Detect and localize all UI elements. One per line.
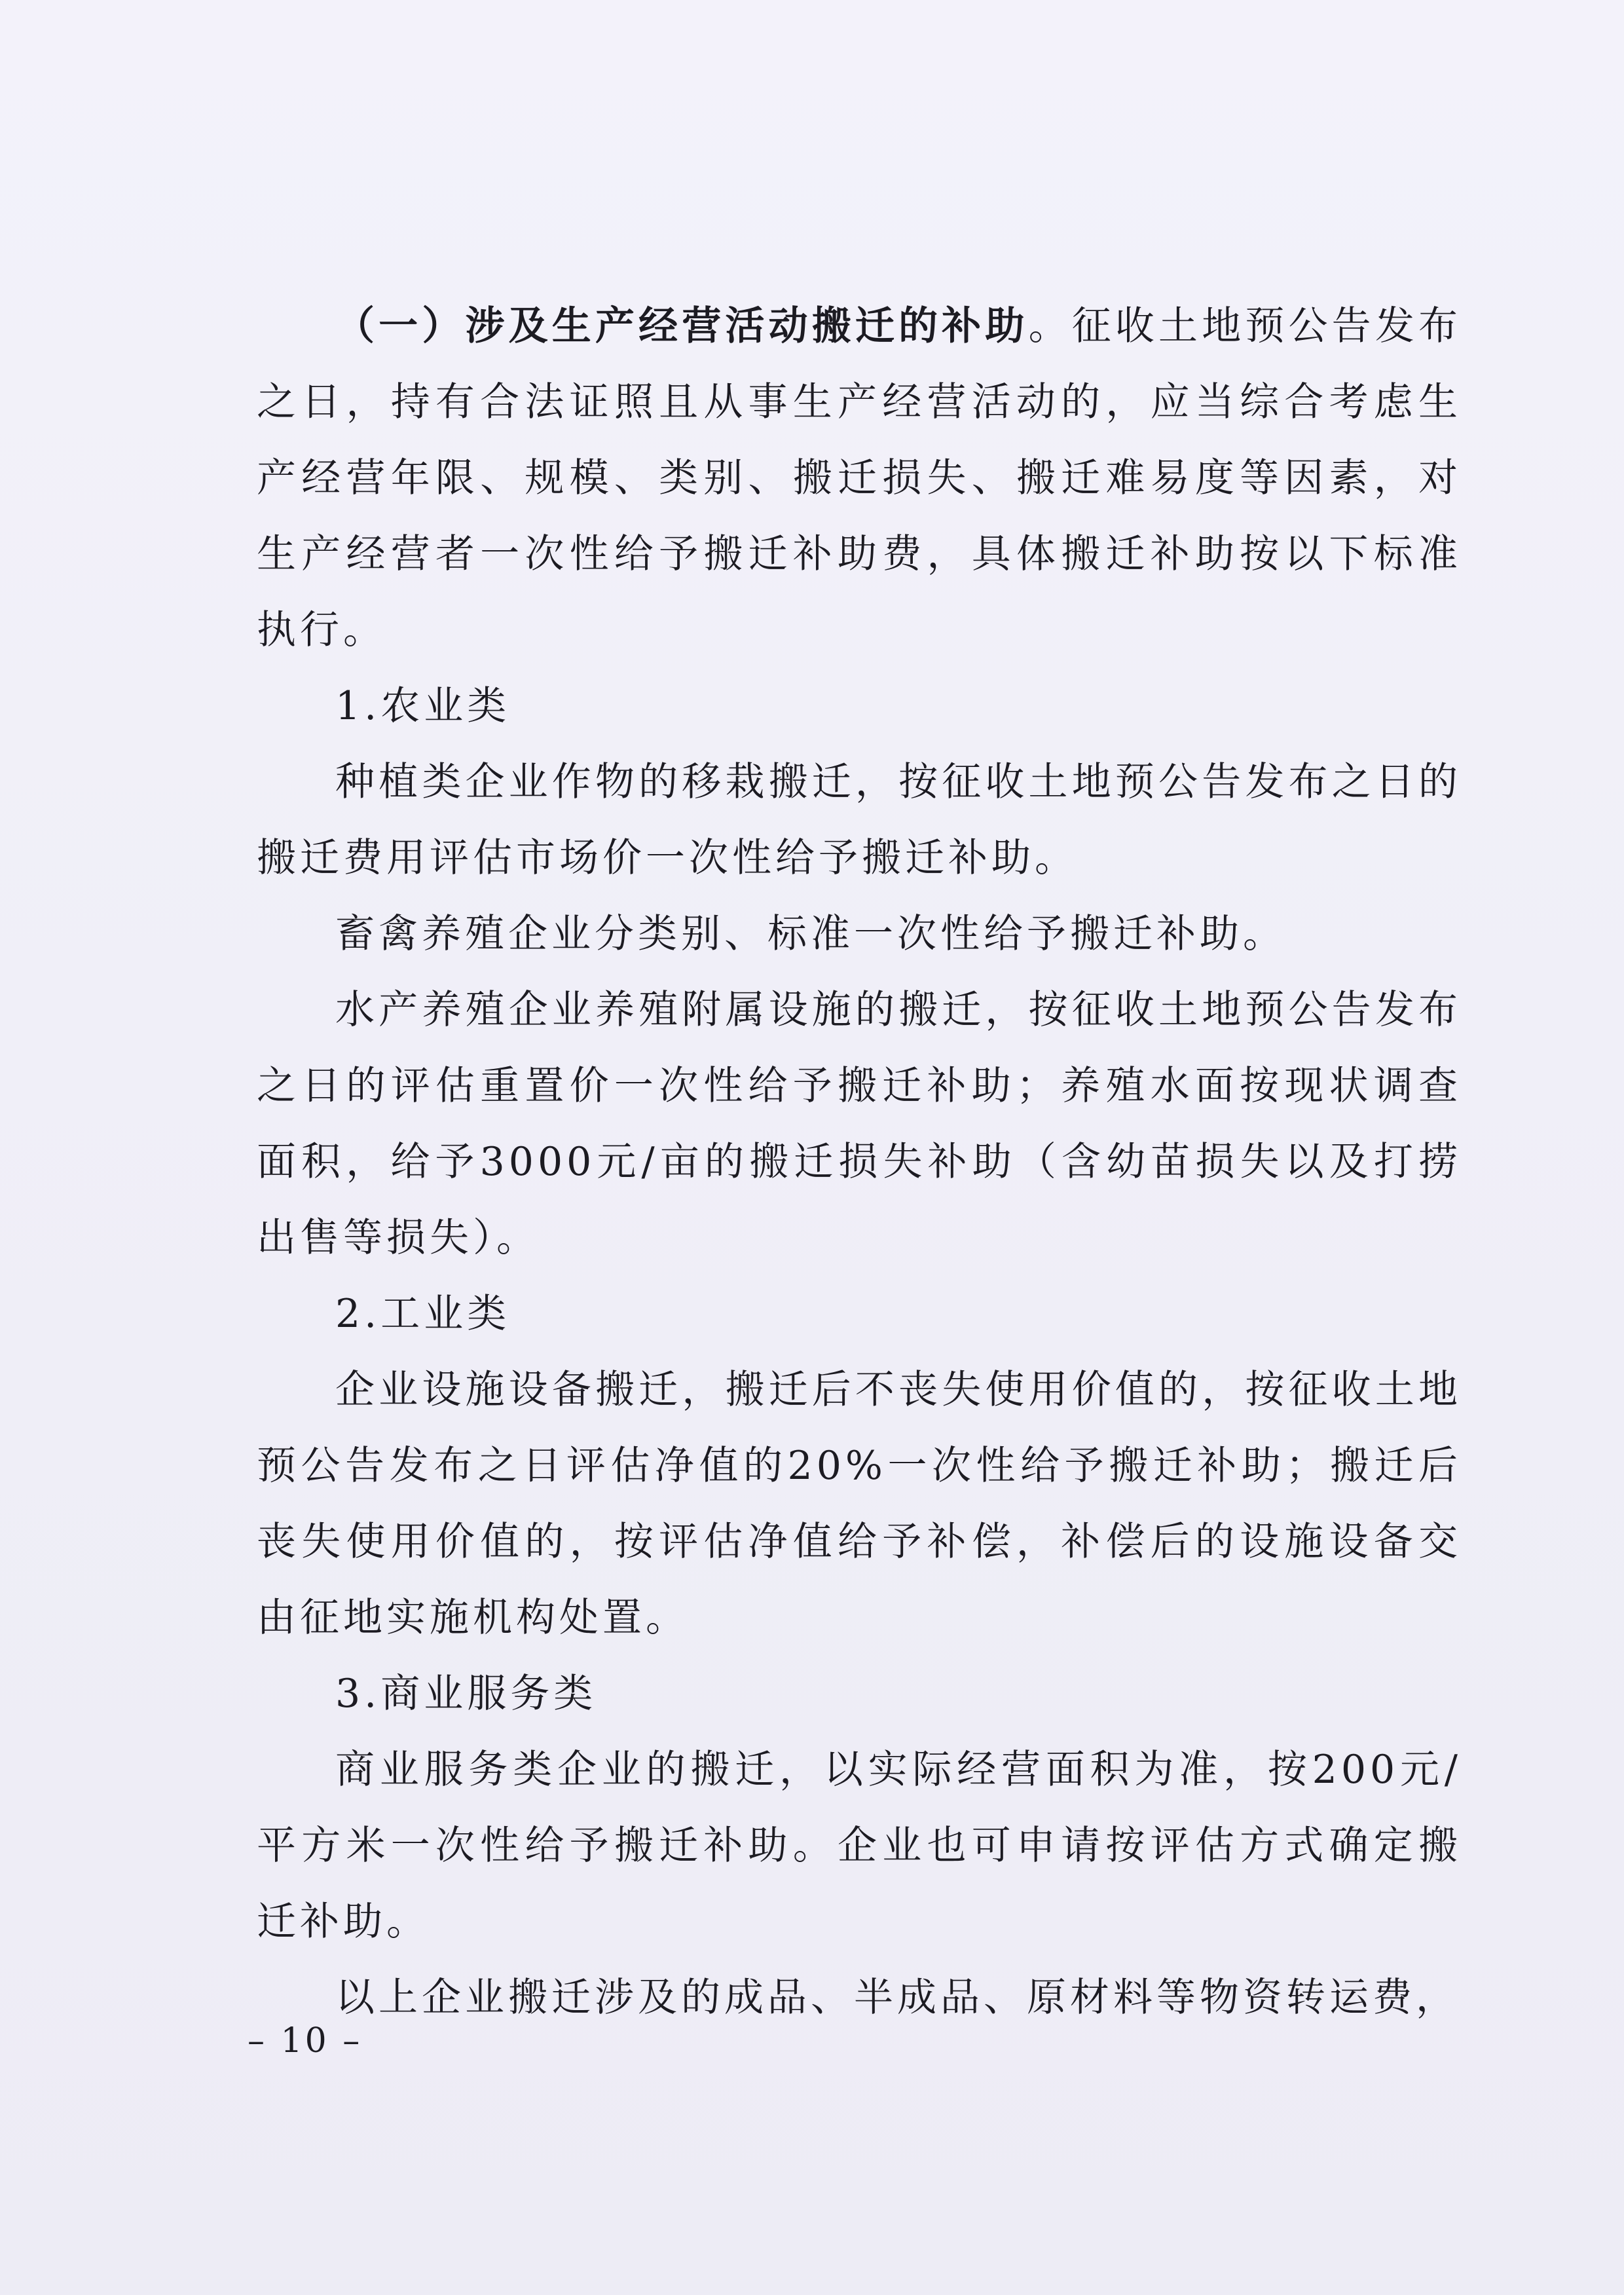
paragraph-intro [257,288,1462,668]
section-heading: （一）涉及生产经营活动搬迁的补助 [335,303,1029,349]
subheading-commerce: 3.商业服务类 [335,1671,597,1717]
paragraph-planting: 种植类企业作物的移栽搬迁，按征收土地预公告发布之日的搬迁费用评估市场价一次性给予搬迁补助。 [257,759,1462,881]
paragraph-commerce: 商业服务类企业的搬迁，以实际经营面积为准，按200元/平方米一次性给予搬迁补助。企业也可申请按评估方式确定搬迁补助。 [257,1747,1462,1945]
paragraph-aquaculture: 水产养殖企业养殖附属设施的搬迁，按征收土地预公告发布之日的评估重置价一次性给予搬迁补助；养殖水面按现状调查面积，给予3000元/亩的搬迁损失补助（含幼苗损失以及打捞出售等损失）。 [257,987,1462,1261]
paragraph-equipment: 企业设施设备搬迁，搬迁后不丧失使用价值的，按征收土地预公告发布之日评估净值的20%一次性给予搬迁补助；搬迁后丧失使用价值的，按评估净值给予补偿，补偿后的设施设备交由征地实施机构处置。 [257,1367,1462,1641]
subheading-agriculture: 1.农业类 [335,683,511,729]
paragraph-livestock: 畜禽养殖企业分类别、标准一次性给予搬迁补助。 [335,911,1286,957]
page-number: – 10 – [248,2021,363,2061]
document-body [257,288,1462,2036]
section-heading-text: 。征收土地预公告发布之日，持有合法证照且从事生产经营活动的，应当综合考虑生产经营年限、规模、类别、搬迁损失、搬迁难易度等因素，对生产经营者一次性给予搬迁补助费，具体搬迁补助按以下标准执行。 [257,303,1462,653]
paragraph-materials: 以上企业搬迁涉及的成品、半成品、原材料等物资转运费， [335,1975,1459,2021]
subheading-industry: 2.工业类 [335,1291,511,1337]
